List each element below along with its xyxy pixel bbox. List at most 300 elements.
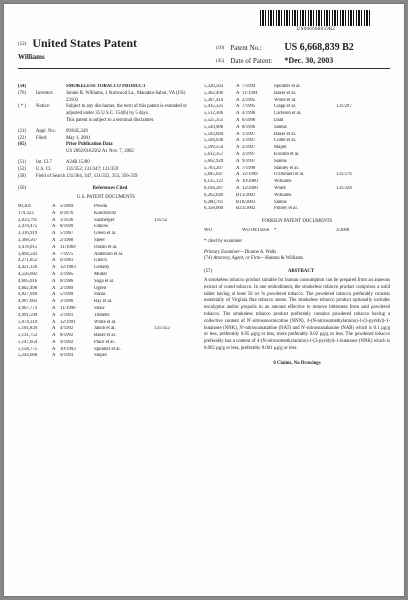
field-label: U.S. Cl. — [36, 166, 52, 172]
citation-number: 90,301 — [18, 203, 32, 209]
citation-number: 5,593,684 — [204, 131, 224, 137]
citation-inventor: Conte et al. — [274, 138, 296, 144]
citation-date: 3/2002 — [242, 206, 256, 212]
citation-inventor: Falkow — [94, 224, 109, 230]
citation-kind: A — [52, 278, 56, 284]
citation-inventor: Santus — [274, 199, 287, 205]
patent-number-line: (10) Patent No.: US 6,668,839 B2 — [216, 42, 354, 53]
field-value: US 2002/0162562 A1 Nov. 7, 2002 — [66, 149, 134, 155]
citation-date: 9/1993 — [60, 353, 74, 359]
citation-row — [18, 313, 194, 320]
citation-date: 11/1990 — [60, 305, 76, 311]
patent-heading: (12) United States Patent — [18, 36, 137, 50]
citation-row — [18, 353, 194, 360]
bib-field — [18, 118, 194, 125]
field-label: Field of Search — [36, 173, 66, 179]
citation-class — [154, 245, 180, 252]
bib-field — [18, 174, 194, 181]
citation-inventor: Ray et al. — [94, 299, 113, 305]
citation-kind: A — [52, 271, 56, 277]
patent-page — [4, 4, 404, 596]
citation-kind: A — [236, 104, 240, 110]
citation-kind: A — [52, 285, 56, 291]
citation-date: 9/1992 — [60, 339, 74, 345]
citation-row — [204, 118, 390, 125]
citation-number: 4,967,773 — [18, 305, 38, 311]
citation-inventor: Speer — [94, 237, 105, 243]
citation-inventor: Carlsson et al. — [274, 111, 302, 117]
field-value: Jonnie R. Williams, 1 Starwood La., Manakin-Sabot, VA (US) 23103 — [66, 90, 186, 103]
citation-row — [204, 104, 390, 111]
citation-number: 4,421,126 — [18, 265, 38, 271]
citation-class — [336, 206, 372, 213]
field-label: Notice: — [36, 104, 51, 110]
patent-title: United States Patent — [32, 36, 137, 50]
citation-row — [18, 299, 194, 306]
citation-row — [18, 238, 194, 245]
citation-class — [336, 152, 372, 159]
field-code: (22) — [18, 135, 26, 141]
citation-row — [18, 245, 194, 252]
citation-row — [18, 279, 194, 286]
citation-row — [18, 218, 194, 225]
citation-date: 1/1997 — [242, 131, 256, 137]
field-value: Subject to any disclaimer, the term of this patent is extended or adjusted under 35 U.S.C. 154(b) by 5 days. — [66, 104, 188, 117]
citation-class — [154, 258, 180, 265]
citation-date: 10/1992 — [60, 346, 76, 352]
bibliographic-fields — [18, 84, 194, 180]
citation-inventor: Gellatly — [94, 265, 110, 271]
citation-kind: A — [236, 117, 240, 123]
citation-row — [204, 166, 390, 173]
citation-row — [204, 200, 390, 207]
field-value: This patent is subject to a terminal disclaimer. — [66, 117, 155, 123]
citation-number: 6,164,287 — [204, 185, 224, 191]
citation-date: 11/1994 — [242, 90, 258, 96]
citation-row — [18, 340, 194, 347]
citation-number: 5,594,030 — [204, 138, 224, 144]
bib-field — [18, 129, 194, 136]
citation-kind: A — [52, 244, 56, 250]
citation-number: 5,612,357 — [204, 151, 224, 157]
citation-kind: A — [236, 124, 240, 130]
citation-number: 3,316,919 — [18, 231, 38, 237]
citation-kind: A — [52, 258, 56, 264]
field-code: (65) — [18, 142, 26, 148]
citation-class — [336, 145, 372, 152]
citation-kind: A — [52, 339, 56, 345]
citation-number: 4,802,498 — [18, 285, 38, 291]
field-label — [36, 118, 66, 125]
left-column — [18, 84, 194, 589]
citation-class — [154, 320, 180, 327]
foreign-patent-list — [204, 228, 390, 235]
citation-date: 3/1936 — [60, 217, 74, 223]
citation-row — [18, 231, 194, 238]
citation-number: 4,556,682 — [18, 271, 38, 277]
barcode — [260, 10, 372, 26]
citation-number: 5,549,906 — [204, 124, 224, 130]
citation-inventor: Baker et al. — [274, 90, 296, 96]
citation-inventor: Spindler et al. — [94, 346, 121, 352]
citation-row — [204, 172, 390, 179]
citation-class: 3/2000 — [336, 227, 350, 233]
citation-date: 12/1991 — [60, 319, 76, 325]
citation-date: 2/1968 — [60, 237, 74, 243]
citation-number: 4,605,016 — [18, 278, 38, 284]
citation-kind: A — [52, 305, 56, 311]
citation-date: 8/1949 — [60, 224, 74, 230]
inventor-surname: Williams — [18, 53, 45, 61]
citation-class — [154, 265, 180, 272]
citation-number: 5,599,554 — [204, 145, 224, 151]
citation-kind: A — [52, 237, 56, 243]
field-label: Int. Cl.7 — [36, 159, 52, 165]
citation-number: 6,280,761 — [204, 199, 224, 205]
citation-row — [204, 98, 390, 105]
bib-field — [18, 142, 194, 149]
us-patent-list — [18, 204, 194, 360]
field-value: Prior Publication Data — [66, 142, 113, 148]
bib-field — [18, 149, 194, 156]
citation-row — [18, 347, 194, 354]
citation-kind: B2 — [236, 206, 242, 212]
citation-row — [204, 193, 390, 200]
citation-kind: A — [52, 319, 56, 325]
citation-kind: A — [52, 346, 56, 352]
citation-row — [204, 228, 390, 235]
citation-number: 4,271,852 — [18, 258, 38, 264]
citation-class — [336, 111, 372, 118]
citation-class — [154, 353, 180, 360]
citation-date: 2/1997 — [242, 145, 256, 151]
citation-number: 2,478,475 — [18, 224, 38, 230]
citation-date: 7/1975 — [60, 251, 74, 257]
citation-row — [18, 265, 194, 272]
citation-inventor: Clapp et al. — [274, 104, 296, 110]
citation-date: 12/2000 — [242, 185, 258, 191]
citation-row — [204, 152, 390, 159]
field-code — [18, 118, 36, 125]
citation-inventor: Jakob et al. — [94, 326, 116, 332]
citation-number: 5,662,920 — [204, 158, 224, 164]
citation-class — [154, 333, 180, 340]
citation-date: 3/2001 — [242, 192, 256, 198]
citation-number: 4,907,605 — [18, 299, 38, 305]
citation-inventor: Soga et al. — [94, 278, 115, 284]
citation-date: 6/1981 — [60, 258, 74, 264]
citation-kind: A — [52, 353, 56, 359]
citation-row — [18, 333, 194, 340]
citation-kind: A — [52, 292, 56, 298]
citation-date: 8/1992 — [60, 333, 74, 339]
citation-kind: A — [52, 224, 56, 230]
references-title: (56) References Cited — [18, 186, 128, 192]
citation-class — [154, 306, 180, 313]
citation-kind: A — [236, 90, 240, 96]
citation-number: 5,512,306 — [204, 111, 224, 117]
citation-class — [154, 224, 180, 231]
citation-date: 7/1995 — [242, 104, 256, 110]
citation-inventor: Shaw — [94, 305, 105, 311]
citation-row — [204, 111, 390, 118]
citation-class — [154, 231, 180, 238]
citation-row — [204, 179, 390, 186]
field-code: (58) — [18, 173, 26, 179]
citation-inventor: Onishi et al. — [94, 244, 118, 250]
field-value: 131/364, 347, 131/352, 353, 356-359 — [66, 173, 138, 179]
citation-row — [204, 138, 390, 145]
citation-inventor: Knechtwitz — [94, 210, 117, 216]
citation-class — [154, 347, 180, 354]
citation-class — [154, 313, 180, 320]
citation-date: 1/1997 — [242, 138, 256, 144]
citation-row — [18, 272, 194, 279]
us-docs-title: U.S. PATENT DOCUMENTS — [76, 195, 136, 201]
field-value: 09/845,249 — [66, 128, 88, 134]
citation-kind: A — [236, 145, 240, 151]
citation-class — [154, 292, 180, 299]
citation-inventor: Santus — [274, 124, 287, 130]
citation-class — [336, 166, 372, 173]
citation-inventor: Powda — [94, 203, 108, 209]
citation-number: 4,991,599 — [18, 312, 38, 318]
citation-kind: A — [52, 265, 56, 271]
bib-field — [18, 167, 194, 174]
citation-kind: A — [52, 203, 56, 209]
citation-row — [204, 125, 390, 132]
citation-kind: A — [52, 326, 56, 332]
citation-inventor: White et al. — [94, 319, 117, 325]
citation-date: 3/1997 — [242, 151, 256, 157]
citation-inventor: Sunas — [94, 292, 106, 298]
citation-class — [336, 138, 372, 145]
field-code: (76) — [18, 90, 26, 96]
citation-class — [154, 340, 180, 347]
citation-class — [154, 204, 180, 211]
citation-number: 179,323 — [18, 210, 34, 216]
us-patent-list-continued — [204, 84, 390, 213]
citation-date: 2/1995 — [242, 97, 256, 103]
field-value: A24B 15/00 — [66, 159, 90, 165]
citation-class: 131/52 — [154, 217, 168, 223]
citation-class: 131/297 — [336, 104, 352, 110]
field-label: Inventor: — [36, 90, 54, 96]
citation-date: 2/1991 — [60, 312, 74, 318]
citation-number: 6,135,121 — [204, 179, 224, 185]
citation-inventor: Dam — [274, 117, 284, 123]
field-label: Appl. No.: — [36, 128, 57, 134]
citation-date: 8/1986 — [60, 278, 74, 284]
bib-field — [18, 136, 194, 143]
citation-date: WO 00/15056 — [242, 227, 270, 233]
citation-row — [18, 326, 194, 333]
citation-inventor: Stanley et al. — [274, 165, 299, 171]
citation-inventor: White — [274, 185, 286, 191]
citation-class — [336, 118, 372, 125]
citation-kind: A — [236, 111, 240, 117]
citation-class — [154, 211, 180, 218]
bib-field — [18, 160, 194, 167]
citation-class — [336, 132, 372, 139]
citation-class — [154, 279, 180, 286]
citation-class — [154, 286, 180, 293]
field-value: SMOKELESS TOBACCO PRODUCT — [66, 84, 146, 89]
citation-date: 12/1983 — [60, 265, 76, 271]
citation-kind: A — [52, 217, 56, 223]
citation-kind: A — [236, 151, 240, 157]
citation-inventor: Muller — [94, 271, 108, 277]
citation-row — [204, 159, 390, 166]
field-code: ( * ) — [18, 104, 26, 110]
field-value: May 1, 2001 — [66, 135, 91, 141]
citation-date: 5/1989 — [60, 292, 74, 298]
field-code: (52) — [18, 166, 26, 172]
citation-inventor: White et al. — [274, 97, 297, 103]
citation-class: 131/276 — [336, 172, 352, 178]
citation-inventor: Majeti — [274, 145, 287, 151]
citation-number: 6,202,649 — [204, 192, 224, 198]
citation-kind: A — [236, 179, 240, 185]
citation-row — [204, 206, 390, 213]
citation-number: 5,525,351 — [204, 117, 224, 123]
citation-row — [18, 320, 194, 327]
citation-inventor: Spindler et al. — [274, 84, 301, 89]
citation-kind: A — [52, 251, 56, 257]
citation-class — [154, 238, 180, 245]
citation-row — [18, 258, 194, 265]
citation-class — [336, 159, 372, 166]
citation-number: 5,783,207 — [204, 165, 224, 171]
citation-class — [154, 272, 180, 279]
field-code — [18, 149, 36, 156]
citation-inventor: Kromm et al. — [274, 151, 300, 157]
citation-number: 2,033,791 — [18, 217, 38, 223]
citation-inventor: Gleich — [94, 258, 107, 264]
citation-date: 10/2000 — [242, 179, 258, 185]
citation-number: 3,894,543 — [18, 251, 38, 257]
citation-number: 5,435,325 — [204, 104, 224, 110]
citation-number: 5,326,563 — [204, 84, 224, 89]
citation-kind: A — [236, 138, 240, 144]
attorney-line: (74) Attorney, Agent, or Firm—Hunton & Williams — [204, 256, 304, 262]
citation-row — [204, 132, 390, 139]
citation-inventor: Ogren — [94, 285, 106, 291]
citation-kind: A — [52, 231, 56, 237]
citation-class — [154, 299, 180, 306]
citation-kind: A — [236, 158, 240, 164]
citation-date: 7/1994 — [242, 84, 256, 89]
field-code: (54) — [18, 84, 26, 89]
citation-number: 3,368,567 — [18, 237, 38, 243]
citation-kind: B1 — [236, 199, 242, 205]
citation-inventor: Williams — [274, 192, 292, 198]
patent-date: *Dec. 30, 2003 — [284, 56, 334, 65]
citation-date: 2/1989 — [60, 285, 74, 291]
citation-kind: A — [52, 312, 56, 318]
citation-inventor: Green et al. — [94, 231, 117, 237]
citation-number: 5,244,668 — [18, 353, 38, 359]
citation-kind: A — [236, 185, 240, 191]
citation-date: 3/1985 — [60, 271, 74, 277]
citation-row — [18, 252, 194, 259]
field-code: (51) — [18, 159, 26, 165]
citation-kind: A — [236, 84, 240, 89]
citation-number: 5,362,496 — [204, 90, 224, 96]
citation-date: 5/1869 — [60, 203, 74, 209]
cited-note: * cited by examiner — [204, 238, 242, 244]
citation-class — [336, 91, 372, 98]
citation-kind: A — [236, 172, 240, 178]
field-label — [36, 84, 66, 91]
field-label — [36, 142, 66, 149]
citation-date: 12/1998 — [242, 172, 258, 178]
citation-date: 11/1969 — [60, 244, 76, 250]
citation-inventor: Baker et al. — [94, 333, 116, 339]
citation-date: 5/1967 — [60, 231, 74, 237]
citation-class: 131/352 — [154, 326, 170, 332]
citation-inventor: Santus — [274, 158, 287, 164]
citation-row — [18, 204, 194, 211]
citation-inventor: * — [274, 227, 277, 233]
field-code: (21) — [18, 128, 26, 134]
citation-kind: A — [236, 97, 240, 103]
citation-inventor: Snipes — [94, 353, 107, 359]
citation-inventor: Tibbetts — [94, 312, 110, 318]
bib-field — [18, 104, 194, 118]
citation-class — [336, 200, 372, 207]
citation-kind: A — [52, 333, 56, 339]
citation-date: 7/1998 — [242, 165, 256, 171]
citation-inventor: Anderson et al. — [94, 251, 124, 257]
citation-kind: A — [236, 165, 240, 171]
examiner-line: Primary Examiner—Dionne A. Walls — [204, 249, 277, 255]
citation-row — [204, 145, 390, 152]
citation-number: 5,131,753 — [18, 333, 38, 339]
citation-class — [336, 98, 372, 105]
citation-kind: A — [236, 131, 240, 137]
citation-number: 5,158,775 — [18, 346, 38, 352]
field-label — [36, 149, 66, 156]
citation-class: 131/328 — [336, 185, 352, 191]
citation-date: 6/1876 — [60, 210, 74, 216]
citation-inventor: Williams — [274, 179, 292, 185]
citation-kind: A — [52, 299, 56, 305]
abstract-text: A smokeless tobacco product suitable for human consumption can be prepared from an aqueous extract of cured tobacco. In one embodiment, the smokeless tobacco product comprises a solid tablet having at least 50 wt % powdered tobacco. The powdered tobacco preferably consists essentially of Virginia flue tobacco stems. The smokeless tobacco product optionally includes eucalyptus and/or propolis in an amount effective to remove bitterness from said powdered tobacco. The smokeless tobacco product preferably contains powdered tobacco having a collective content of N'-nitrosonornicotine (NNN), 4-(N-nitrosomethylamino)-1-(3-pyridyl)-1-butanone (NNK), N'-nitrosoanatabine (NAT) and N'-nitrosoanabasine (NAB) which is 0.1 µg/g or less, preferably 0.05 µg/g or less, more preferably 0.02 µg/g or less. The powdered tobacco preferably has a content of 4-(N-nitrosomethylamino)-1-(3-pyridyl)-1-butanone (NNK) which is 0.002 µg/g or less, preferably 0.001 µg/g or less. — [204, 277, 390, 351]
citation-class — [336, 193, 372, 200]
header-rule — [18, 68, 390, 69]
citation-date: 8/1996 — [242, 124, 256, 130]
citation-number: 5,074,319 — [18, 319, 38, 325]
citation-class — [336, 84, 372, 91]
citation-number: 5,845,647 — [204, 172, 224, 178]
foreign-docs-title: FOREIGN PATENT DOCUMENTS — [261, 219, 333, 225]
citation-inventor: O'Donnell et al. — [274, 172, 305, 178]
citation-inventor: Salzberger — [94, 217, 115, 223]
citation-date: 9/1997 — [242, 158, 256, 164]
citation-number: 6,358,060 — [204, 206, 224, 212]
patent-date-line: (45) Date of Patent: *Dec. 30, 2003 — [216, 56, 334, 65]
citation-row — [204, 186, 390, 193]
citation-row — [18, 306, 194, 313]
bib-field — [18, 84, 194, 91]
citation-row — [204, 84, 390, 91]
citation-number: 3,478,015 — [18, 244, 38, 250]
field-label: Filed: — [36, 135, 48, 141]
citation-date: 4/1996 — [242, 111, 256, 117]
citation-kind: B1 — [236, 192, 242, 198]
citation-number: 5,147,654 — [18, 339, 38, 345]
